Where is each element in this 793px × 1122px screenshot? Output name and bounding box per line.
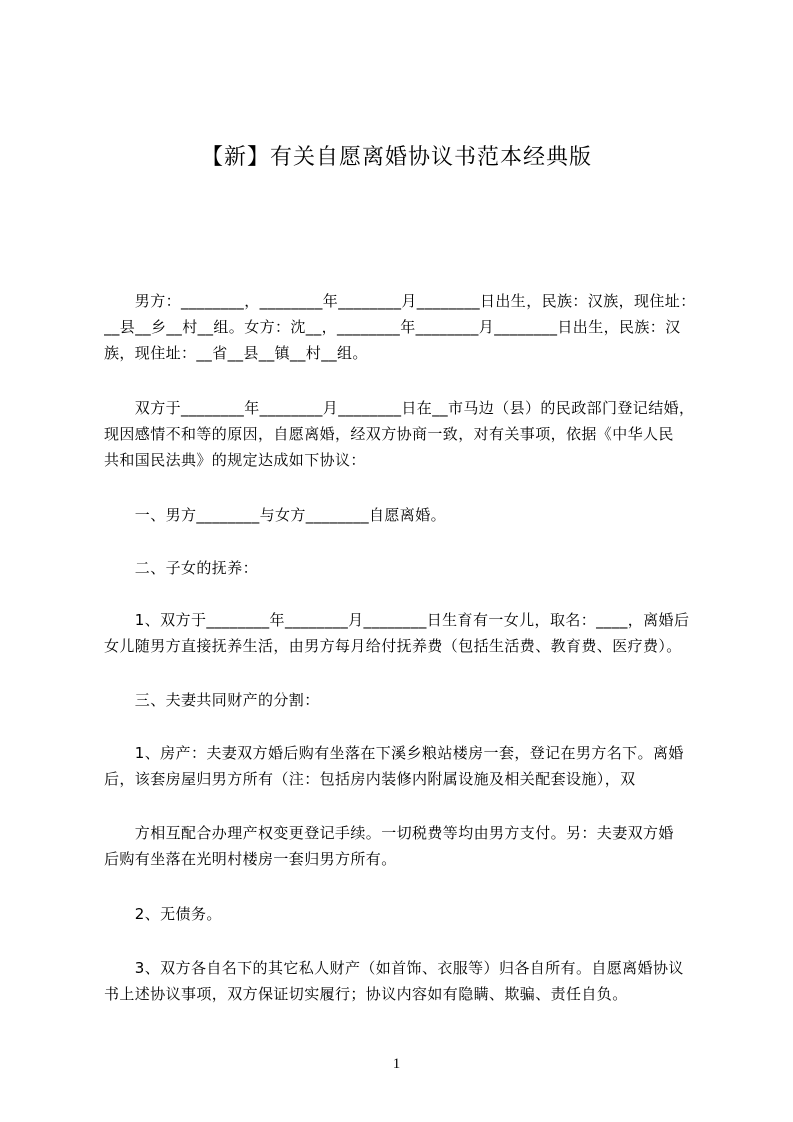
text-line: 1、房产：夫妻双方婚后购有坐落在下溪乡粮站楼房一套，登记在男方名下。离婚	[104, 744, 684, 762]
text-line: 一、男方________与女方________自愿离婚。	[104, 506, 447, 524]
text-line: 二、子女的抚养：	[104, 559, 259, 577]
text-line: 书上述协议事项，双方保证切实履行；协议内容如有隐瞒、欺骗、责任自负。	[104, 985, 628, 1003]
text-line: 男方：________，________年________月________日出生，民族：汉族，现住址：	[104, 292, 696, 310]
text-line: 共和国民法典》的规定达成如下协议：	[104, 451, 366, 469]
text-line: 1、双方于________年________月________日生育有一女儿，取名：____，离婚后	[104, 611, 690, 629]
paragraph-personal-property	[104, 955, 716, 1007]
text-line: 3、双方各自名下的其它私人财产（如首饰、衣服等）归各自所有。自愿离婚协议	[104, 959, 684, 977]
text-line: 双方于________年________月________日在__市马边（县）的民政部门登记结婚，	[104, 399, 695, 417]
paragraph-real-estate	[104, 740, 716, 792]
text-line: __县__乡__村__组。女方：沈__，________年________月________日出生，民族：汉	[104, 318, 681, 336]
text-line: 三、夫妻共同财产的分割：	[104, 691, 320, 709]
paragraph-clause-1	[104, 502, 716, 528]
paragraph-clause-2-heading	[104, 555, 716, 581]
paragraph-no-debt	[104, 901, 716, 927]
text-line: 族，现住址：__省__县__镇__村__组。	[104, 344, 368, 362]
paragraph-clause-3-heading	[104, 687, 716, 713]
text-line: 女儿随男方直接抚养生活，由男方每月给付抚养费（包括生活费、教育费、医疗费）。	[104, 637, 682, 655]
paragraph-child-support	[104, 607, 716, 659]
paragraph-property-transfer	[104, 820, 716, 872]
page-number: 1	[392, 1056, 401, 1072]
text-line: 2、无债务。	[104, 905, 222, 923]
paragraph-parties	[104, 288, 716, 366]
text-line: 方相互配合办理产权变更登记手续。一切税费等均由男方支付。另：夫妻双方婚	[104, 824, 674, 842]
text-line: 现因感情不和等的原因，自愿离婚，经双方协商一致，对有关事项，依据《中华人民	[104, 425, 674, 443]
text-line: 后购有坐落在光明村楼房一套归男方所有。	[104, 850, 397, 868]
paragraph-marriage-registration	[104, 395, 716, 473]
text-line: 后，该套房屋归男方所有（注：包括房内装修内附属设施及相关配套设施），双	[104, 770, 636, 788]
document-title: 【新】有关自愿离婚协议书范本经典版	[200, 145, 592, 170]
